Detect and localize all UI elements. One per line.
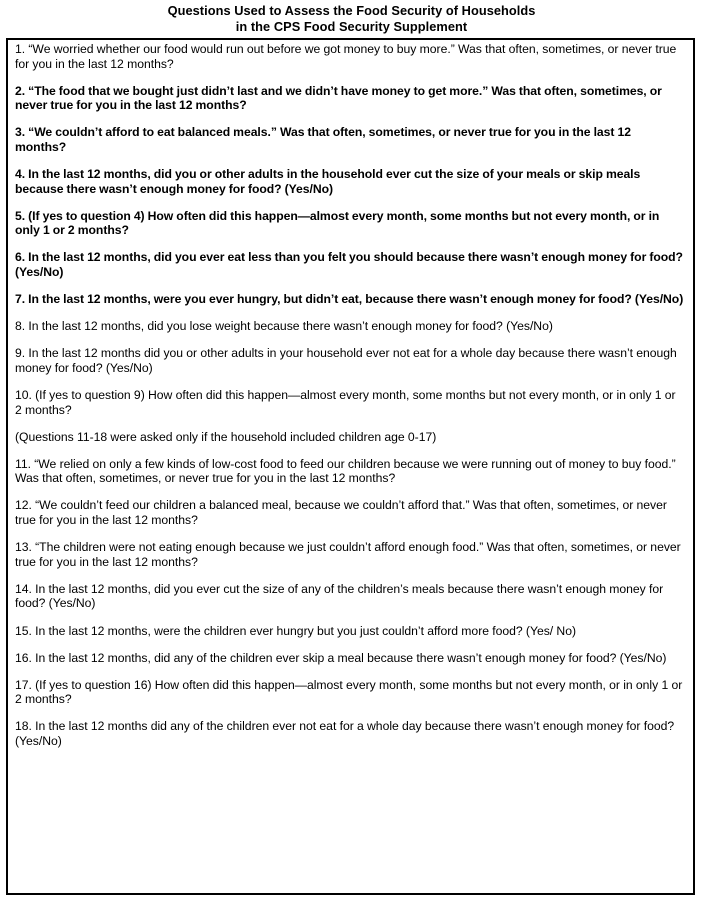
question-item: 15. In the last 12 months, were the children ever hungry but you just couldn’t afford more food? (Yes/ No) bbox=[15, 623, 576, 638]
questions-list bbox=[8, 40, 693, 755]
question-item: 4. In the last 12 months, did you or other adults in the household ever cut the size of your meals or skip meals because there wasn’t enough money for food? (Yes/No) bbox=[15, 167, 641, 196]
question-item: 2. “The food that we bought just didn’t last and we didn’t have money to get more.” Was that often, sometimes, or never true for you in the last 12 months? bbox=[15, 83, 662, 113]
question-item: 7. In the last 12 months, were you ever hungry, but didn’t eat, because there wasn’t enough money for food? (Yes/No) bbox=[15, 292, 684, 307]
question-item: 1. “We worried whether our food would run out before we got money to buy more.” Was that often, sometimes, or never true for you in the last 12 months? bbox=[15, 42, 677, 71]
question-item: 17. (If yes to question 16) How often did this happen—almost every month, some months but not every month, or in only 1 or 2 months? bbox=[15, 677, 683, 707]
question-item: 16. In the last 12 months, did any of the children ever skip a meal because there wasn’t enough money for food? (Yes/No) bbox=[15, 650, 667, 665]
question-item: 3. “We couldn’t afford to eat balanced meals.” Was that often, sometimes, or never true for you in the last 12 months? bbox=[15, 125, 631, 154]
question-item: 12. “We couldn’t feed our children a balanced meal, because we couldn’t afford that.” Was that often, sometimes, or never true for you in the last 12 months? bbox=[15, 498, 667, 528]
question-item: 13. “The children were not eating enough because we just couldn’t afford enough food.” Was that often, sometimes, or never true for you in the last 12 months? bbox=[15, 540, 681, 569]
questions-note: (Questions 11-18 were asked only if the household included children age 0-17) bbox=[15, 429, 437, 444]
question-item: 9. In the last 12 months did you or other adults in your household ever not eat for a whole day because there wasn’t enough money for food? (Yes/No) bbox=[15, 346, 677, 375]
question-item: 14. In the last 12 months, did you ever cut the size of any of the children’s meals because there wasn’t enough money for food? (Yes/No) bbox=[15, 581, 664, 611]
questions-box bbox=[6, 38, 695, 895]
question-item: 18. In the last 12 months did any of the children ever not eat for a whole day because there wasn’t enough money for food? (Yes/No) bbox=[15, 719, 675, 748]
question-item: 5. (If yes to question 4) How often did this happen—almost every month, some months but not every month, or in only 1 or 2 months? bbox=[15, 208, 660, 238]
question-item: 10. (If yes to question 9) How often did this happen—almost every month, some months but not every month, or in only 1 or 2 months? bbox=[15, 388, 676, 417]
page-title bbox=[0, 0, 703, 38]
question-item: 11. “We relied on only a few kinds of low-cost food to feed our children because we were running out of money to buy food.” Was that often, sometimes, or never true for you in the last 12 months? bbox=[15, 456, 676, 486]
page-title-line-1: Questions Used to Assess the Food Security of Households bbox=[167, 3, 536, 18]
question-item: 8. In the last 12 months, did you lose weight because there wasn’t enough money for food? (Yes/No) bbox=[15, 319, 553, 334]
page-title-line-2: in the CPS Food Security Supplement bbox=[235, 18, 468, 34]
question-item: 6. In the last 12 months, did you ever eat less than you felt you should because there wasn’t enough money for food? (Yes/No) bbox=[15, 250, 683, 280]
